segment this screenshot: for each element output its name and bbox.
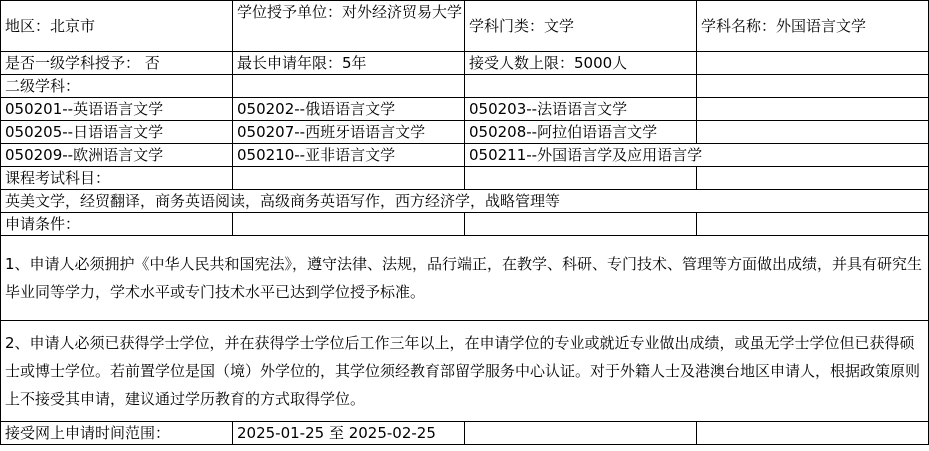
time-range-value-cell: 2025-01-25 至 2025-02-25 bbox=[233, 422, 465, 445]
secondary-row bbox=[1, 98, 929, 121]
condition-row bbox=[1, 236, 929, 321]
courses-label-cell: 课程考试科目： bbox=[1, 167, 233, 190]
courses-row bbox=[1, 190, 929, 213]
empty-cell bbox=[233, 167, 465, 190]
empty-cell bbox=[465, 422, 697, 445]
discipline-name-cell: 学科名称：外国语言文学 bbox=[697, 1, 929, 52]
secondary-item: 050202--俄语语言文学 bbox=[233, 98, 465, 121]
time-range-row bbox=[1, 422, 929, 445]
secondary-item: 050203--法语语言文学 bbox=[465, 98, 697, 121]
secondary-label-row bbox=[1, 75, 929, 98]
secondary-item: 050211--外国语言学及应用语言学 bbox=[465, 144, 929, 167]
header-row bbox=[1, 1, 929, 52]
courses-list-cell: 英美文学，经贸翻译，商务英语阅读，高级商务英语写作，西方经济学，战略管理等 bbox=[1, 190, 929, 213]
empty-cell bbox=[233, 75, 465, 98]
secondary-item: 050201--英语语言文学 bbox=[1, 98, 233, 121]
empty-cell bbox=[697, 52, 929, 75]
empty-cell bbox=[697, 75, 929, 98]
empty-cell bbox=[465, 167, 697, 190]
time-range-label-cell: 接受网上申请时间范围： bbox=[1, 422, 233, 445]
condition-row bbox=[1, 321, 929, 422]
secondary-item: 050205--日语语言文学 bbox=[1, 121, 233, 144]
max-years-cell: 最长申请年限：5年 bbox=[233, 52, 465, 75]
region-cell: 地区：北京市 bbox=[1, 1, 233, 52]
secondary-item: 050208--阿拉伯语语言文学 bbox=[465, 121, 697, 144]
conditions-label-row bbox=[1, 213, 929, 236]
empty-cell bbox=[697, 167, 929, 190]
secondary-item: 050209--欧洲语言文学 bbox=[1, 144, 233, 167]
secondary-item: 050207--西班牙语语言文学 bbox=[233, 121, 465, 144]
empty-cell bbox=[465, 213, 697, 236]
first-level-cell: 是否一级学科授予： 否 bbox=[1, 52, 233, 75]
secondary-item: 050210--亚非语言文学 bbox=[233, 144, 465, 167]
secondary-label-cell: 二级学科： bbox=[1, 75, 233, 98]
condition-1-cell: 1、申请人必须拥护《中华人民共和国宪法》，遵守法律、法规，品行端正，在教学、科研、专门技术、管理等方面做出成绩，并具有研究生毕业同等学力，学术水平或专门技术水平已达到学位授予标准。 bbox=[1, 236, 929, 321]
discipline-category-cell: 学科门类：文学 bbox=[465, 1, 697, 52]
condition-2-cell: 2、申请人必须已获得学士学位，并在获得学士学位后工作三年以上，在申请学位的专业或就近专业做出成绩，或虽无学士学位但已获得硕士或博士学位。若前置学位是国（境）外学位的，其学位须经教育部留学服务中心认证。对于外籍人士及港澳台地区申请人，根据政策原则上不接受其申请，建议通过学历教育的方式取得学位。 bbox=[1, 321, 929, 422]
empty-cell bbox=[697, 121, 929, 144]
secondary-row bbox=[1, 121, 929, 144]
empty-cell bbox=[697, 422, 929, 445]
empty-cell bbox=[697, 213, 929, 236]
empty-cell bbox=[697, 98, 929, 121]
degree-unit-cell: 学位授予单位：对外经济贸易大学 bbox=[233, 1, 465, 52]
courses-label-row bbox=[1, 167, 929, 190]
empty-cell bbox=[233, 213, 465, 236]
secondary-row bbox=[1, 144, 929, 167]
max-people-cell: 接受人数上限：5000人 bbox=[465, 52, 697, 75]
info-row bbox=[1, 52, 929, 75]
conditions-label-cell: 申请条件： bbox=[1, 213, 233, 236]
empty-cell bbox=[465, 75, 697, 98]
